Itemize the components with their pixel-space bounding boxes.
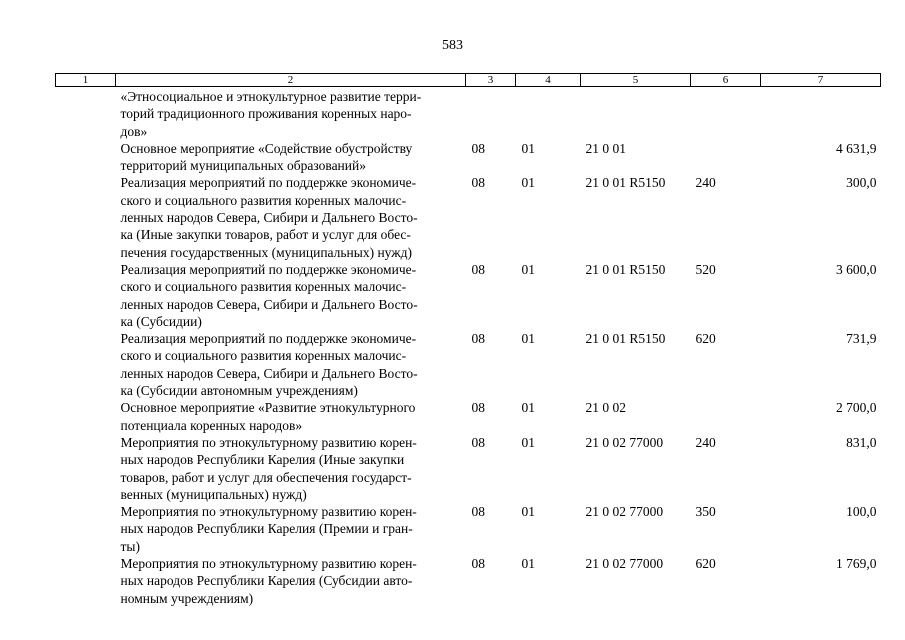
col-1-cell [56, 140, 116, 175]
header-col-7: 7 [761, 74, 881, 87]
target-item-cell: 21 0 01 R5150 [585, 331, 666, 347]
table-row [56, 399, 881, 434]
description-cell: Мероприятия по этнокультурному развитию корен- ных народов Республики Карелия (Премии и гран- ты) [120, 504, 417, 554]
description-cell: Мероприятия по этнокультурному развитию корен- ных народов Республики Карелия (Субсидии авто- номным учреждениям) [120, 556, 417, 606]
description-cell: «Этносоциальное и этнокультурное развитие терри- торий традиционного проживания коренных наро- дов» [120, 89, 422, 139]
target-item-cell [581, 87, 691, 140]
section-cell: 08 [471, 331, 485, 347]
section-cell: 08 [471, 434, 485, 450]
table-row [56, 140, 881, 175]
table-row [56, 555, 881, 607]
target-item-cell: 21 0 01 [585, 140, 626, 156]
description-cell: Реализация мероприятий по поддержке экономиче- ского и социального развития коренных малочис- ленных народов Севера, Сибири и Дальнего Восто- ка (Субсидии автономным учреждениям) [120, 331, 418, 399]
header-col-1: 1 [56, 74, 116, 87]
amount-cell: 3 600,0 [836, 261, 877, 277]
budget-table [55, 73, 881, 607]
amount-cell: 731,9 [846, 331, 877, 347]
expense-type-cell [691, 399, 761, 434]
section-cell: 08 [471, 261, 485, 277]
table-row [56, 330, 881, 399]
target-item-cell: 21 0 02 77000 [585, 556, 664, 572]
header-col-5: 5 [581, 74, 691, 87]
table-row [56, 174, 881, 260]
amount-cell: 4 631,9 [836, 140, 877, 156]
amount-cell: 100,0 [846, 504, 877, 520]
description-cell: Основное мероприятие «Содействие обустройству территорий муниципальных образований» [120, 140, 413, 174]
table-row [56, 87, 881, 140]
subsection-cell: 01 [521, 504, 535, 520]
expense-type-cell: 350 [695, 504, 716, 520]
header-col-6: 6 [691, 74, 761, 87]
amount-cell: 2 700,0 [836, 400, 877, 416]
section-cell: 08 [471, 504, 485, 520]
target-item-cell: 21 0 01 R5150 [585, 175, 666, 191]
target-item-cell: 21 0 02 [585, 400, 626, 416]
header-col-2: 2 [116, 74, 466, 87]
col-1-cell [56, 87, 116, 140]
amount-cell [761, 87, 881, 140]
subsection-cell: 01 [521, 400, 535, 416]
description-cell: Мероприятия по этнокультурному развитию корен- ных народов Республики Карелия (Иные закупки товаров, работ и услуг для обеспечения государст- венных (муниципальных) нужд) [120, 434, 417, 502]
subsection-cell: 01 [521, 261, 535, 277]
subsection-cell: 01 [521, 331, 535, 347]
table-header [56, 74, 881, 87]
table-row [56, 503, 881, 555]
expense-type-cell: 240 [695, 175, 716, 191]
subsection-cell: 01 [521, 556, 535, 572]
expense-type-cell: 620 [695, 556, 716, 572]
description-cell: Реализация мероприятий по поддержке экономиче- ского и социального развития коренных малочис- ленных народов Севера, Сибири и Дальнего Восто- ка (Иные закупки товаров, работ и услуг для обес- печения государственных (муниципальных) нужд) [120, 175, 418, 260]
expense-type-cell [691, 140, 761, 175]
amount-cell: 831,0 [846, 434, 877, 450]
subsection-cell: 01 [521, 175, 535, 191]
table-body [56, 87, 881, 607]
section-cell: 08 [471, 175, 485, 191]
table-row [56, 261, 881, 330]
section-cell [466, 87, 516, 140]
header-col-3: 3 [466, 74, 516, 87]
amount-cell: 300,0 [846, 175, 877, 191]
table-row [56, 434, 881, 503]
header-col-4: 4 [516, 74, 581, 87]
section-cell: 08 [471, 400, 485, 416]
section-cell: 08 [471, 556, 485, 572]
target-item-cell: 21 0 01 R5150 [585, 261, 666, 277]
col-1-cell [56, 261, 116, 330]
description-cell: Основное мероприятие «Развитие этнокультурного потенциала коренных народов» [120, 400, 416, 433]
col-1-cell [56, 555, 116, 607]
expense-type-cell [691, 87, 761, 140]
expense-type-cell: 240 [695, 434, 716, 450]
subsection-cell: 01 [521, 434, 535, 450]
col-1-cell [56, 330, 116, 399]
col-1-cell [56, 174, 116, 260]
col-1-cell [56, 399, 116, 434]
amount-cell: 1 769,0 [836, 556, 877, 572]
expense-type-cell: 620 [695, 331, 716, 347]
description-cell: Реализация мероприятий по поддержке экономиче- ского и социального развития коренных малочис- ленных народов Севера, Сибири и Дальнего Восто- ка (Субсидии) [120, 261, 418, 329]
page-number: 583 [442, 38, 463, 53]
target-item-cell: 21 0 02 77000 [585, 434, 664, 450]
col-1-cell [56, 503, 116, 555]
header-row [56, 74, 881, 87]
target-item-cell: 21 0 02 77000 [585, 504, 664, 520]
col-1-cell [56, 434, 116, 503]
subsection-cell: 01 [521, 140, 535, 156]
subsection-cell [516, 87, 581, 140]
expense-type-cell: 520 [695, 261, 716, 277]
section-cell: 08 [471, 140, 485, 156]
